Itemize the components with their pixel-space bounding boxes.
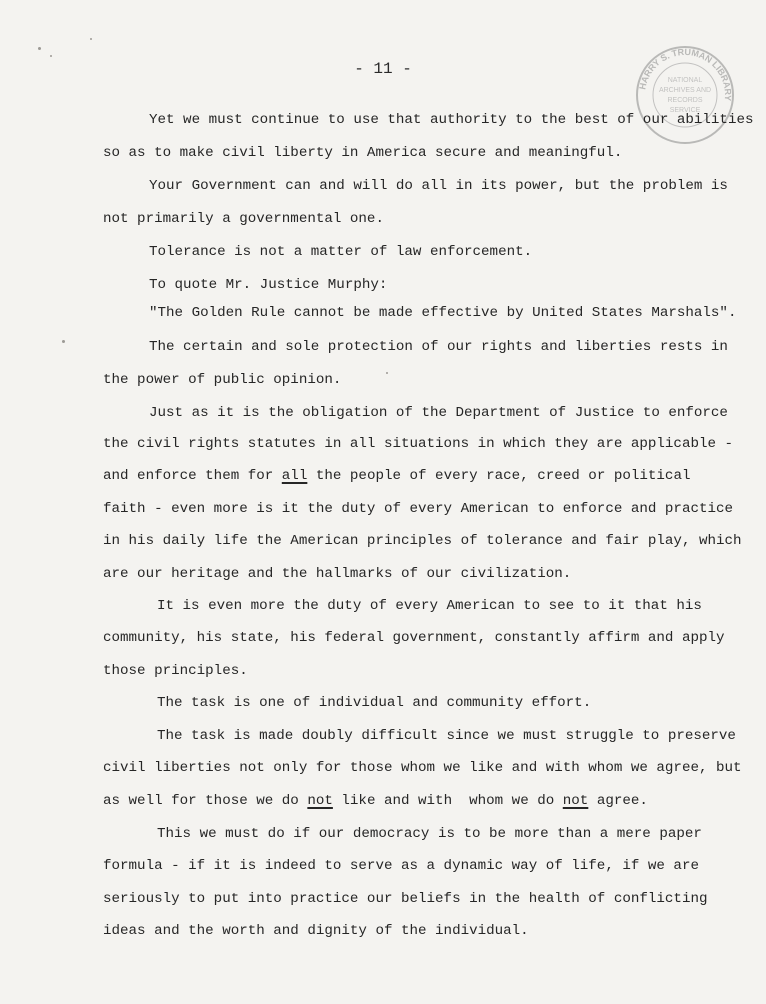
- underlined-word: not: [562, 793, 589, 809]
- text-line: Just as it is the obligation of the Department of Justice to enforce: [149, 405, 728, 421]
- text-line: are our heritage and the hallmarks of our civilization.: [103, 566, 572, 582]
- text-line: faith - even more is it the duty of every American to enforce and practice: [103, 501, 734, 517]
- text-segment: as well for those we do: [103, 793, 308, 809]
- text-line: Tolerance is not a matter of law enforcement.: [149, 244, 533, 260]
- underlined-word: all: [281, 468, 308, 484]
- text-segment: the people of every race, creed or political: [307, 468, 691, 484]
- text-line: Your Government can and will do all in its power, but the problem is: [149, 178, 728, 194]
- text-segment: and enforce them for: [103, 468, 282, 484]
- stamp-line: SERVICE: [669, 107, 701, 114]
- text-line: the civil rights statutes in all situations in which they are applicable -: [103, 436, 734, 452]
- text-line: formula - if it is indeed to serve as a dynamic way of life, if we are: [103, 858, 699, 874]
- stamp-line: NATIONAL: [667, 77, 703, 84]
- text-line: so as to make civil liberty in America secure and meaningful.: [103, 145, 623, 161]
- text-line: Yet we must continue to use that authority to the best of our abilities: [149, 112, 754, 128]
- text-line: community, his state, his federal government, constantly affirm and apply: [103, 630, 725, 646]
- text-line: The certain and sole protection of our rights and liberties rests in: [149, 339, 728, 355]
- text-line: "The Golden Rule cannot be made effective by United States Marshals".: [149, 305, 737, 321]
- text-line: To quote Mr. Justice Murphy:: [149, 277, 388, 293]
- text-line: in his daily life the American principles of tolerance and fair play, which: [103, 533, 742, 549]
- page-number: - 11 -: [354, 60, 412, 78]
- underlined-word: not: [307, 793, 333, 809]
- stamp-line: ARCHIVES AND: [658, 87, 712, 94]
- text-line: [103, 466, 690, 486]
- text-line: The task is made doubly difficult since we must struggle to preserve: [157, 728, 736, 744]
- text-line: [103, 791, 648, 811]
- text-line: seriously to put into practice our beliefs in the health of conflicting: [103, 891, 708, 907]
- text-line: The task is one of individual and community effort.: [157, 695, 592, 711]
- text-segment: agree.: [588, 793, 648, 809]
- stamp-ring-text: HARRY S. TRUMAN LIBRARY: [637, 46, 734, 102]
- text-line: not primarily a governmental one.: [103, 211, 384, 227]
- text-line: civil liberties not only for those whom we like and with whom we agree, but: [103, 760, 742, 776]
- text-line: This we must do if our democracy is to be more than a mere paper: [157, 826, 702, 842]
- text-line: ideas and the worth and dignity of the individual.: [103, 923, 529, 939]
- text-line: It is even more the duty of every American to see to it that his: [157, 598, 702, 614]
- text-segment: like and with whom we do: [332, 793, 563, 809]
- stamp-line: RECORDS: [667, 97, 703, 104]
- text-line: the power of public opinion.: [103, 372, 342, 388]
- text-line: those principles.: [103, 663, 248, 679]
